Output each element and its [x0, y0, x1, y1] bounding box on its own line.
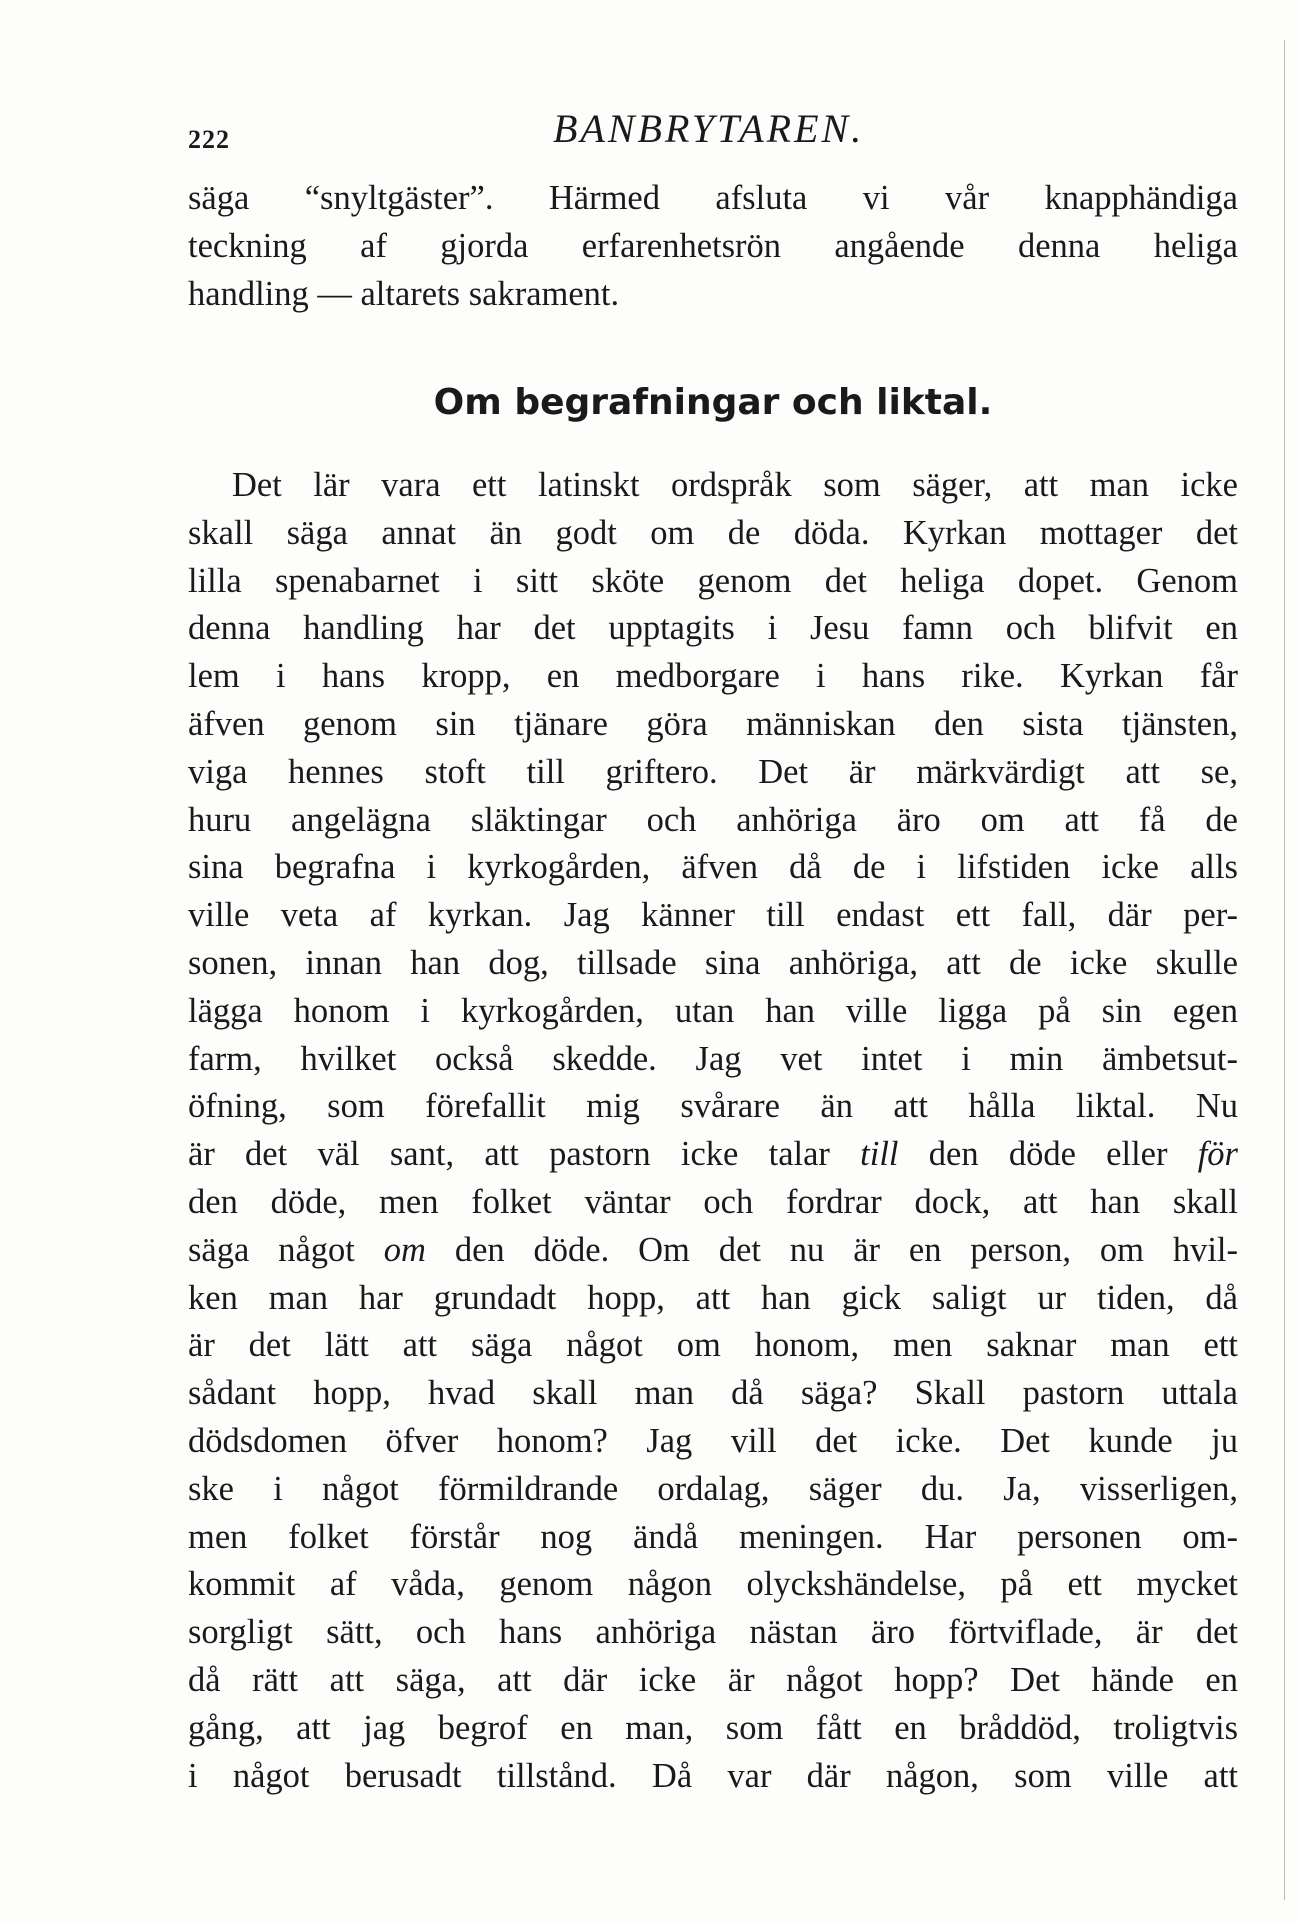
text-line: då rätt att säga, att där icke är något hopp? Det hände en — [188, 1660, 1238, 1699]
text-line: säga “snyltgäster”. Härmed afsluta vi vår knapphändiga — [188, 179, 1238, 217]
text-run: den döde eller — [898, 1135, 1198, 1174]
text-line: teckning af gjorda erfarenhetsrön angående denna heliga — [188, 226, 1238, 265]
text-line: den döde, men folket väntar och fordrar dock, att han skall — [188, 1182, 1238, 1221]
text-line: sorgligt sätt, och hans anhöriga nästan äro förtviflade, är det — [188, 1613, 1238, 1652]
text-line-emphasis — [188, 1131, 1238, 1179]
text-line: öfning, som förefallit mig svårare än att hålla liktal. Nu — [188, 1087, 1238, 1126]
text-line: ske i något förmildrande ordalag, säger du. Ja, visserligen, — [188, 1469, 1238, 1508]
text-line-emphasis — [188, 1227, 1238, 1275]
text-line: kommit af våda, genom någon olyckshändelse, på ett mycket — [188, 1565, 1238, 1604]
emphasis-for: för — [1197, 1135, 1238, 1174]
text-line: skall säga annat än godt om de döda. Kyrkan mottager det — [188, 513, 1238, 552]
text-line: sina begrafna i kyrkogården, äfven då de i lifstiden icke alls — [188, 848, 1238, 887]
page-edge-line — [1284, 40, 1285, 1900]
emphasis-om: om — [383, 1230, 426, 1269]
running-head — [188, 105, 1238, 155]
text-line: sådant hopp, hvad skall man då säga? Skall pastorn uttala — [188, 1374, 1238, 1413]
text-line: huru angelägna släktingar och anhöriga äro om att få de — [188, 800, 1238, 839]
section-heading: Om begrafningar och liktal. — [433, 382, 993, 423]
body-paragraph — [188, 462, 1238, 1800]
emphasis-till: till — [860, 1135, 899, 1174]
text-line: sonen, innan han dog, tillsade sina anhöriga, att de icke skulle — [188, 943, 1238, 982]
text-run: är det väl sant, att pastorn icke talar — [188, 1135, 861, 1174]
text-line: lem i hans kropp, en medborgare i hans rike. Kyrkan får — [188, 657, 1238, 696]
text-line: lägga honom i kyrkogården, utan han ville ligga på sin egen — [188, 991, 1238, 1030]
text-line: dödsdomen öfver honom? Jag vill det icke. Det kunde ju — [188, 1421, 1238, 1460]
text-line: är det lätt att säga något om honom, men saknar man ett — [188, 1326, 1238, 1365]
text-line: gång, att jag begrof en man, som fått en bråddöd, troligtvis — [188, 1708, 1238, 1747]
text-run: den döde. Om det nu är en person, om hvil- — [425, 1230, 1238, 1269]
text-line: i något berusadt tillstånd. Då var där någon, som ville att — [188, 1756, 1238, 1795]
intro-paragraph — [188, 175, 1238, 318]
text-line: ken man har grundadt hopp, att han gick saligt ur tiden, då — [188, 1278, 1238, 1317]
text-line: farm, hvilket också skedde. Jag vet intet i min ämbetsut- — [188, 1039, 1238, 1078]
text-line: äfven genom sin tjänare göra människan den sista tjänsten, — [188, 704, 1238, 743]
text-line: viga hennes stoft till griftero. Det är märkvärdigt att se, — [188, 752, 1238, 791]
text-line: lilla spenabarnet i sitt sköte genom det heliga dopet. Genom — [188, 561, 1238, 600]
text-line: denna handling har det upptagits i Jesu famn och blifvit en — [188, 609, 1238, 648]
text-line: men folket förstår nog ändå meningen. Har personen om- — [188, 1517, 1238, 1556]
text-line: Det lär vara ett latinskt ordspråk som säger, att man icke — [232, 466, 1238, 504]
text-line: handling — altarets sakrament. — [188, 274, 620, 313]
text-line: ville veta af kyrkan. Jag känner till endast ett fall, där per- — [188, 896, 1238, 935]
page-number: 222 — [188, 125, 230, 154]
running-title: BANBRYTAREN. — [553, 106, 865, 151]
text-run: säga något — [188, 1230, 384, 1269]
